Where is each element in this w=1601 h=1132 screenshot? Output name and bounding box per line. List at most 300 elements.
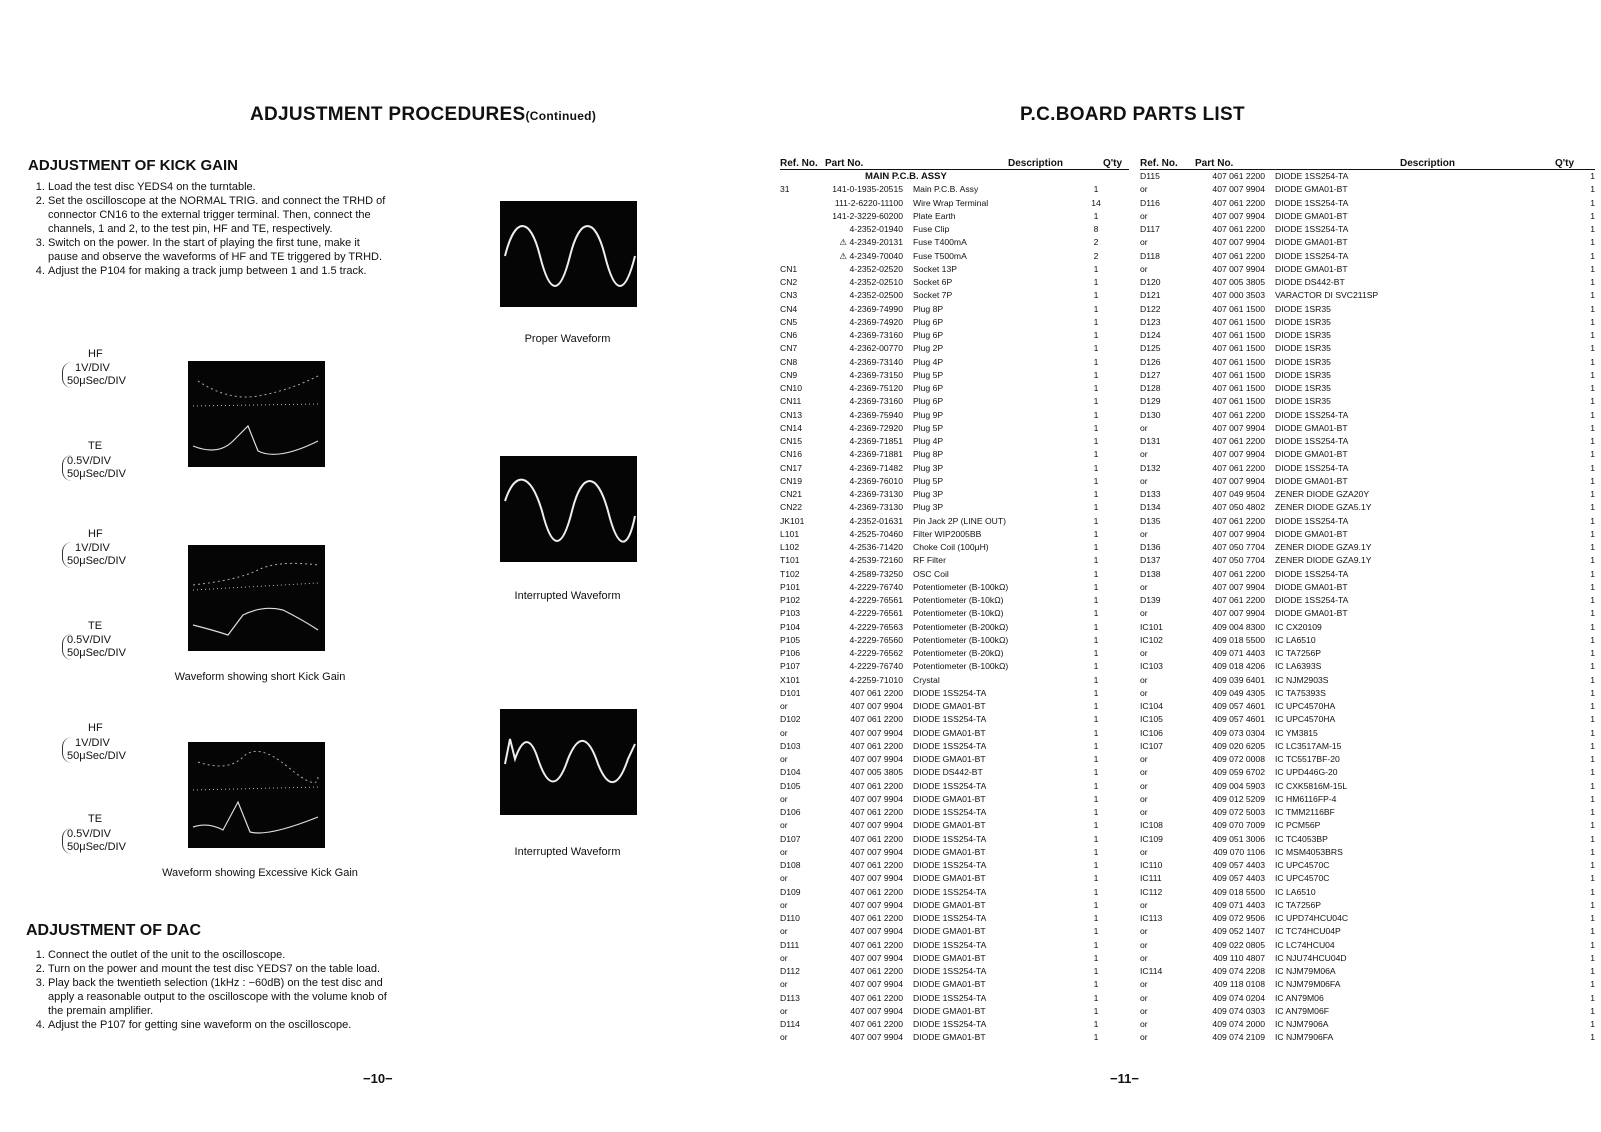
desc-cell: DIODE 1SS254-TA: [1275, 595, 1349, 605]
qty-cell: 1: [1093, 674, 1099, 685]
table-row: [780, 793, 1129, 806]
qty-cell: 1: [1093, 714, 1099, 725]
desc-cell: Fuse T500mA: [913, 250, 967, 261]
table-row: [1140, 581, 1595, 594]
kick-gain-heading: ADJUSTMENT OF KICK GAIN: [28, 157, 238, 174]
ref-cell: P103: [780, 608, 801, 619]
time-scale: 50μSec/DIV: [67, 750, 126, 762]
qty-cell: 1: [1093, 581, 1099, 592]
table-row: [780, 276, 1129, 289]
part-cell: 4-2352-02500: [849, 290, 903, 301]
qty-cell: 1: [1590, 687, 1595, 698]
part-cell: 4-2369-73160: [849, 396, 903, 407]
desc-cell: IC TMM2116BF: [1275, 807, 1335, 817]
ref-cell: D101: [780, 687, 801, 698]
ref-cell: JK101: [780, 515, 805, 526]
desc-cell: IC TC5517BF-20: [1275, 754, 1340, 764]
ref-cell: or: [1140, 581, 1148, 592]
ref-cell: IC113: [1140, 913, 1163, 923]
table-row: [780, 183, 1129, 196]
table-row: [1140, 369, 1595, 382]
page-number-left: −10−: [363, 1071, 393, 1086]
part-cell: 407 007 9904: [1212, 210, 1265, 221]
qty-cell: 1: [1093, 343, 1099, 354]
qty-cell: 1: [1093, 1019, 1099, 1029]
ref-cell: or: [1140, 1032, 1148, 1043]
qty-cell: 1: [1093, 263, 1099, 274]
desc-cell: DIODE 1SS254-TA: [913, 807, 987, 817]
part-cell: 407 061 1500: [1212, 396, 1265, 407]
table-row: [780, 528, 1129, 541]
part-cell: 4-2525-70460: [849, 528, 903, 539]
desc-cell: DIODE GMA01-BT: [1275, 581, 1348, 592]
ref-cell: or: [1140, 979, 1148, 990]
part-cell: 407 007 9904: [850, 820, 903, 831]
table-row: [1140, 1005, 1595, 1018]
part-cell: 407 061 2200: [1212, 197, 1265, 208]
right-page-title: P.C.BOARD PARTS LIST: [1020, 104, 1245, 125]
ref-cell: or: [1140, 475, 1148, 486]
part-cell: 409 051 3006: [1212, 833, 1265, 844]
table-row: [1140, 634, 1595, 647]
desc-cell: ZENER DIODE GZA5.1Y: [1275, 502, 1372, 513]
qty-cell: 1: [1590, 886, 1595, 897]
qty-cell: 1: [1093, 807, 1099, 817]
desc-cell: DIODE GMA01-BT: [1275, 237, 1348, 248]
part-cell: 407 050 7704: [1212, 555, 1265, 566]
part-cell: 407 061 1500: [1212, 330, 1265, 340]
desc-cell: DIODE GMA01-BT: [1275, 608, 1348, 619]
ref-cell: IC106: [1140, 727, 1163, 738]
desc-cell: IC UPC4570C: [1275, 860, 1330, 870]
table-row: [1140, 859, 1595, 872]
desc-cell: IC MSM4053BRS: [1275, 846, 1343, 857]
table-row: [780, 236, 1129, 249]
desc-cell: ZENER DIODE GZA20Y: [1275, 489, 1370, 499]
qty-cell: 1: [1590, 542, 1595, 552]
qty-cell: 1: [1590, 224, 1595, 234]
qty-cell: 1: [1590, 939, 1595, 950]
qty-cell: 1: [1093, 210, 1099, 221]
part-cell: 407 050 7704: [1212, 542, 1265, 552]
desc-cell: IC LC74HCU04: [1275, 939, 1335, 950]
part-cell: 409 057 4403: [1212, 860, 1265, 870]
te-scale: 0.5V/DIV: [67, 828, 112, 840]
table-row: [1140, 223, 1595, 236]
desc-cell: IC UPC4570HA: [1275, 701, 1336, 711]
qty-cell: 1: [1093, 383, 1099, 393]
desc-cell: Wire Wrap Terminal: [913, 197, 989, 208]
part-cell: 407 007 9904: [850, 1005, 903, 1016]
part-cell: 4-2352-01631: [849, 515, 903, 526]
part-cell: 4-2229-76561: [849, 608, 903, 619]
qty-cell: 1: [1093, 820, 1099, 831]
desc-cell: DIODE 1SS254-TA: [913, 780, 987, 791]
qty-cell: 1: [1590, 899, 1595, 910]
qty-cell: 1: [1590, 873, 1595, 884]
part-cell: 407 061 1500: [1212, 303, 1265, 314]
part-cell: 409 022 0805: [1212, 939, 1265, 950]
table-row: [1140, 819, 1595, 832]
ref-cell: P106: [780, 648, 801, 658]
part-cell: 407 061 2200: [850, 780, 903, 791]
te-scale: 0.5V/DIV: [67, 455, 112, 467]
desc-cell: Plate Earth: [913, 210, 956, 221]
caption-proper: Proper Waveform: [524, 333, 611, 345]
desc-cell: IC HM6116FP-4: [1275, 793, 1337, 804]
qty-cell: 1: [1590, 422, 1595, 433]
part-cell: 407 007 9904: [1212, 475, 1265, 486]
part-cell: 4-2369-74920: [849, 316, 903, 327]
desc-cell: RF Filter: [913, 555, 946, 566]
ref-cell: X101: [780, 674, 801, 685]
scope-waveform-short-bottom: [188, 545, 325, 651]
table-row: [780, 356, 1129, 369]
part-cell: 409 049 4305: [1212, 687, 1265, 698]
dac-steps: [28, 948, 388, 1032]
desc-cell: Potentiometer (B-10kΩ): [913, 608, 1004, 619]
table-row: [1140, 197, 1595, 210]
table-row: [1140, 647, 1595, 660]
header-desc: Description: [1271, 147, 1455, 170]
ref-cell: D139: [1140, 595, 1161, 605]
qty-cell: 1: [1093, 422, 1099, 433]
part-cell: 4-2369-76010: [849, 475, 903, 486]
qty-cell: 1: [1093, 899, 1099, 910]
te-label: TE: [88, 440, 103, 452]
part-cell: 409 073 0304: [1212, 727, 1265, 738]
table-row: [780, 475, 1129, 488]
ref-cell: D114: [780, 1019, 800, 1029]
table-row: [780, 250, 1129, 263]
desc-cell: IC CX20109: [1275, 621, 1322, 632]
desc-cell: Socket 6P: [913, 277, 953, 287]
desc-cell: Potentiometer (B-10kΩ): [913, 595, 1004, 605]
qty-cell: 1: [1590, 1032, 1595, 1043]
part-cell: 407 061 2200: [850, 833, 903, 844]
desc-cell: DIODE GMA01-BT: [1275, 449, 1348, 460]
ref-cell: IC112: [1140, 886, 1163, 897]
qty-cell: 1: [1590, 528, 1595, 539]
qty-cell: 1: [1590, 277, 1595, 287]
part-cell: 407 007 9904: [850, 952, 903, 963]
ref-cell: or: [780, 754, 788, 764]
ref-cell: P104: [780, 621, 801, 632]
table-row: [1140, 1031, 1595, 1044]
part-cell: 407 007 9904: [850, 873, 903, 884]
desc-cell: Plug 2P: [913, 343, 944, 354]
desc-cell: DIODE 1SS254-TA: [1275, 224, 1349, 234]
part-cell: 4-2369-71851: [849, 436, 903, 446]
desc-cell: IC TC74HCU04P: [1275, 926, 1341, 937]
part-cell: 407 061 2200: [1212, 462, 1265, 473]
table-row: [780, 859, 1129, 872]
table-row: [780, 541, 1129, 554]
part-cell: 409 071 4403: [1212, 899, 1265, 910]
desc-cell: IC LA6393S: [1275, 661, 1322, 672]
table-row: [780, 1018, 1129, 1031]
part-cell: 407 061 2200: [1212, 250, 1265, 261]
qty-cell: 1: [1590, 396, 1595, 407]
ref-cell: or: [1140, 754, 1148, 764]
ref-cell: [780, 250, 825, 263]
desc-cell: Potentiometer (B-100kΩ): [913, 661, 1009, 672]
kick-gain-steps: [28, 180, 388, 278]
table-row: [780, 912, 1129, 925]
time-scale: 50μSec/DIV: [67, 375, 126, 387]
ref-cell: D135: [1140, 515, 1161, 526]
ref-cell: D116: [1140, 197, 1160, 208]
scope-interrupted-waveform-2: [500, 709, 637, 815]
table-row: [1140, 965, 1595, 978]
table-row: [1140, 329, 1595, 342]
qty-cell: 1: [1590, 303, 1595, 314]
part-cell: 409 070 7009: [1212, 820, 1265, 831]
table-row: [1140, 303, 1595, 316]
qty-cell: 1: [1590, 926, 1595, 937]
part-cell: 409 018 5500: [1212, 886, 1265, 897]
part-cell: 407 050 4802: [1212, 502, 1265, 513]
ref-cell: or: [780, 899, 788, 910]
qty-cell: 1: [1590, 793, 1595, 804]
qty-cell: 1: [1590, 701, 1595, 711]
part-cell: 409 020 6205: [1212, 740, 1265, 751]
ref-cell: D105: [780, 780, 801, 791]
qty-cell: 1: [1590, 1019, 1595, 1029]
desc-cell: IC UPD74HCU04C: [1275, 913, 1349, 923]
desc-cell: Filter WIP2005BB: [913, 528, 982, 539]
qty-cell: 1: [1590, 515, 1595, 526]
table-row: [1140, 316, 1595, 329]
ref-cell: or: [1140, 846, 1148, 857]
ref-cell: [780, 197, 825, 210]
qty-cell: 1: [1093, 767, 1099, 778]
part-cell: 407 061 2200: [850, 913, 903, 923]
desc-cell: Potentiometer (B-100kΩ): [913, 581, 1009, 592]
ref-cell: D124: [1140, 330, 1161, 340]
kick-step: 4. Adjust the P104 for making a track jump between 1 and 1.5 track.: [48, 264, 388, 278]
ref-cell: IC109: [1140, 833, 1163, 844]
table-row: [780, 422, 1129, 435]
kick-step: 2. Set the oscilloscope at the NORMAL TRIG. and connect the TRHD of connector CN16 to the external trigger terminal. Then, connect the channels, 1 and 2, to the test pin, HF and TE, respectively.: [48, 194, 388, 236]
ref-cell: D103: [780, 740, 801, 751]
qty-cell: 1: [1093, 793, 1099, 804]
desc-cell: Fuse Clip: [913, 224, 950, 234]
qty-cell: 2: [1093, 250, 1099, 261]
desc-cell: DIODE 1SS254-TA: [913, 740, 987, 751]
part-cell: 407 061 1500: [1212, 356, 1265, 367]
desc-cell: DIODE GMA01-BT: [913, 899, 986, 910]
parts-body-right: [1140, 170, 1595, 1045]
part-cell: 407 061 2200: [850, 687, 903, 698]
qty-cell: 1: [1093, 555, 1099, 566]
ref-cell: or: [1140, 1019, 1148, 1029]
qty-cell: 1: [1093, 608, 1099, 619]
part-cell: 409 070 1106: [1213, 846, 1265, 857]
part-cell: 407 061 2200: [850, 992, 903, 1003]
hf-scale-group: [62, 362, 126, 388]
table-row: [780, 462, 1129, 475]
part-cell: 407 007 9904: [850, 793, 903, 804]
qty-cell: 1: [1093, 396, 1099, 407]
part-cell: 4-2369-73160: [849, 330, 903, 340]
part-cell: 111-2-6220-11100: [834, 197, 903, 208]
desc-cell: DIODE GMA01-BT: [913, 793, 986, 804]
table-row: [1140, 687, 1595, 700]
table-row: [1140, 793, 1595, 806]
table-row: [780, 395, 1129, 408]
ref-cell: or: [1140, 807, 1148, 817]
part-cell: 407 007 9904: [850, 899, 903, 910]
qty-cell: 1: [1590, 369, 1595, 380]
ref-cell: CN8: [780, 356, 798, 367]
table-row: [780, 846, 1129, 859]
ref-cell: CN15: [780, 436, 802, 446]
te-label: TE: [88, 813, 103, 825]
ref-cell: P105: [780, 634, 801, 645]
qty-cell: 1: [1093, 436, 1099, 446]
table-row: [780, 766, 1129, 779]
table-row: [780, 740, 1129, 753]
qty-cell: 1: [1093, 780, 1099, 791]
desc-cell: DIODE 1SR35: [1275, 343, 1331, 354]
table-row: [1140, 210, 1595, 223]
desc-cell: Plug 5P: [913, 369, 944, 380]
ref-cell: IC104: [1140, 701, 1163, 711]
table-row: [1140, 925, 1595, 938]
ref-cell: or: [780, 820, 788, 831]
ref-cell: D107: [780, 833, 801, 844]
part-cell: 407 007 9904: [1212, 237, 1265, 248]
ref-cell: CN17: [780, 462, 802, 473]
desc-cell: DIODE 1SR35: [1275, 330, 1331, 340]
qty-cell: 2: [1093, 237, 1099, 248]
part-cell: 4-2352-02520: [849, 263, 903, 274]
ref-cell: or: [1140, 899, 1148, 910]
qty-cell: 1: [1590, 197, 1595, 208]
desc-cell: DIODE 1SS254-TA: [1275, 462, 1349, 473]
part-cell: 409 074 0204: [1212, 992, 1265, 1003]
desc-cell: DIODE DS442-BT: [913, 767, 983, 778]
table-row: [780, 197, 1129, 210]
qty-cell: 1: [1590, 860, 1595, 870]
table-row: [1140, 1018, 1595, 1031]
desc-cell: DIODE GMA01-BT: [913, 727, 986, 738]
desc-cell: Potentiometer (B-200kΩ): [913, 621, 1009, 632]
desc-cell: IC NJM7906FA: [1275, 1032, 1334, 1043]
table-row: [1140, 356, 1595, 369]
ref-cell: CN6: [780, 330, 798, 340]
ref-cell: D129: [1140, 396, 1161, 407]
table-row: [1140, 448, 1595, 461]
qty-cell: 1: [1093, 462, 1099, 473]
qty-cell: 1: [1093, 330, 1099, 340]
desc-cell: Socket 7P: [913, 290, 953, 301]
qty-cell: 1: [1093, 913, 1099, 923]
desc-cell: Plug 4P: [913, 436, 944, 446]
ref-cell: CN7: [780, 343, 798, 354]
desc-cell: DIODE 1SS254-TA: [1275, 409, 1349, 420]
part-cell: 409 004 8300: [1212, 621, 1265, 632]
part-cell: 409 057 4601: [1212, 714, 1265, 725]
part-cell: 407 061 2200: [1212, 568, 1265, 579]
ref-cell: or: [1140, 687, 1148, 698]
ref-cell: IC110: [1140, 860, 1163, 870]
desc-cell: Main P.C.B. Assy: [913, 184, 979, 195]
part-cell: 4-2259-71010: [849, 674, 903, 685]
ref-cell: CN2: [780, 277, 798, 287]
table-row: [780, 992, 1129, 1005]
table-row: [780, 727, 1129, 740]
ref-cell: D112: [780, 966, 800, 976]
part-cell: 4-2352-02510: [849, 277, 903, 287]
page-number-right: −11−: [1110, 1071, 1139, 1086]
scope-waveform-short-top: [188, 361, 325, 467]
desc-cell: IC NJU74HCU04D: [1275, 952, 1347, 963]
qty-cell: 1: [1590, 555, 1595, 566]
time-scale: 50μSec/DIV: [67, 468, 126, 480]
hf-scale: 1V/DIV: [75, 542, 110, 554]
qty-cell: 1: [1590, 237, 1595, 248]
qty-cell: 1: [1093, 528, 1099, 539]
te-scale-group: [62, 634, 126, 660]
table-row: [1140, 952, 1595, 965]
ref-cell: D134: [1140, 502, 1161, 513]
ref-cell: CN13: [780, 409, 802, 420]
table-row: [780, 223, 1129, 236]
part-cell: 409 072 5003: [1212, 807, 1265, 817]
desc-cell: DIODE GMA01-BT: [913, 820, 986, 831]
qty-cell: 1: [1093, 316, 1099, 327]
table-row: [780, 607, 1129, 620]
qty-cell: 1: [1093, 1005, 1099, 1016]
part-cell: 407 007 9904: [850, 1032, 903, 1043]
ref-cell: T101: [780, 555, 800, 566]
ref-cell: or: [1140, 184, 1148, 195]
qty-cell: 1: [1093, 489, 1099, 499]
qty-cell: 1: [1590, 740, 1595, 751]
scope-interrupted-waveform-1: [500, 456, 637, 562]
time-scale: 50μSec/DIV: [67, 647, 126, 659]
table-row: [1140, 250, 1595, 263]
desc-cell: IC CXK5816M-15L: [1275, 780, 1348, 791]
qty-cell: 1: [1093, 701, 1099, 711]
desc-cell: DIODE GMA01-BT: [1275, 475, 1348, 486]
desc-cell: DIODE GMA01-BT: [913, 754, 986, 764]
part-cell: 407 061 1500: [1212, 316, 1265, 327]
part-cell: 409 018 4206: [1212, 661, 1265, 672]
part-cell: 4-2369-72920: [849, 422, 903, 433]
dac-heading: ADJUSTMENT OF DAC: [26, 922, 202, 939]
desc-cell: DIODE 1SR35: [1275, 303, 1331, 314]
desc-cell: DIODE GMA01-BT: [913, 1032, 986, 1043]
qty-cell: 1: [1590, 634, 1595, 645]
dac-step: 1. Connect the outlet of the unit to the oscilloscope.: [48, 948, 388, 962]
te-label: TE: [88, 620, 103, 632]
table-row: [1140, 263, 1595, 276]
qty-cell: 1: [1590, 820, 1595, 831]
ref-cell: D126: [1140, 356, 1161, 367]
ref-cell: or: [1140, 939, 1148, 950]
desc-cell: IC UPC4570HA: [1275, 714, 1336, 725]
part-cell: 4-2539-72160: [849, 555, 903, 566]
desc-cell: Crystal: [913, 674, 940, 685]
part-cell: 4-2229-76560: [849, 634, 903, 645]
qty-cell: 1: [1590, 356, 1595, 367]
part-cell: 141-2-3229-60200: [832, 210, 903, 221]
part-cell: 407 061 2200: [1212, 515, 1265, 526]
table-row: [1140, 939, 1595, 952]
